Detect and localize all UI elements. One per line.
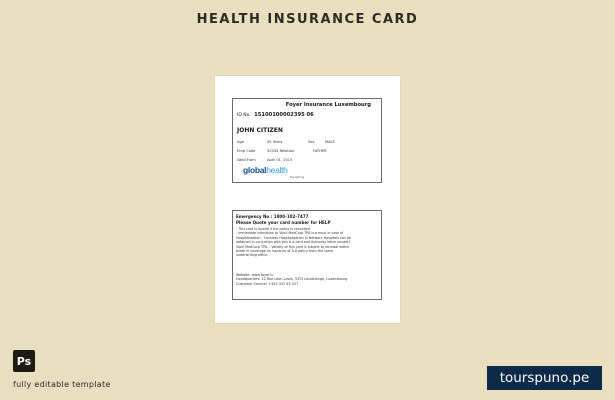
quote-instruction: Please Quote your card number for HELP [236, 220, 331, 225]
card-preview-sheet [215, 76, 400, 323]
logo-tagline: Everything [290, 176, 305, 179]
customer-service-line: Customer Service: +352 437 43 437 [236, 281, 299, 286]
valid-from-value: April 01, 2015 [267, 158, 293, 162]
contact-info [236, 273, 379, 286]
card-front [232, 98, 382, 183]
brand-badge[interactable]: tourspuno.pe [487, 366, 602, 390]
logo-part-health: health [266, 165, 288, 175]
photoshop-icon: Ps [13, 350, 35, 372]
terms-line: - Immediate intimation to Vipul MedCorp TPA is a must in case of [236, 231, 344, 236]
globalhealth-logo [243, 165, 288, 175]
editable-template-label: fully editable template [13, 380, 111, 389]
website-line: Website: www.foyer.lu [236, 273, 274, 277]
age-label: Age [237, 140, 244, 144]
terms-line: Vipul MedCorp TPA. - Validity of this card is subject to renewal within [236, 244, 350, 249]
emp-code-label: Emp Code [237, 149, 256, 153]
terms-line: break in coverage on issuance of Ã Ã policy from the same [236, 249, 334, 254]
sex-value: MALE [325, 140, 335, 144]
holder-name: JOHN CITIZEN [237, 127, 283, 134]
card-back [232, 210, 382, 300]
emp-code-value: 52034 Relation [267, 149, 295, 153]
id-number-line [237, 112, 314, 118]
headquarters-line: Headquarters: 12 Rue Léon Laval, 3372 Leudelange, Luxembourg [236, 277, 348, 282]
sex-label: Sex [308, 140, 315, 144]
emergency-number: Emergency No : 1800-102-7477 [236, 214, 309, 219]
terms-line: - This card is invalid if the policy is cancelled. [236, 227, 311, 231]
valid-from-label: Valid From [237, 158, 256, 162]
age-value: 45 Years [267, 140, 283, 144]
terms-line: underwriting office. [236, 253, 269, 258]
id-label: ID No. [237, 113, 251, 118]
id-value: 15100100002395 06 [254, 112, 314, 118]
logo-part-global: global [243, 165, 267, 175]
page-title: HEALTH INSURANCE CARD [196, 12, 419, 27]
terms-line: obtained in conjuction with this Ã Ã card and Authority letter issued t [236, 240, 351, 245]
terms-text [236, 227, 379, 258]
terms-line: Hospitalization - Cashless Hospitalization in Network Hospitals can be [236, 235, 351, 240]
relation-value: FATHER [313, 149, 327, 153]
insurer-name: Foyer Insurance Luxembourg [285, 102, 371, 108]
